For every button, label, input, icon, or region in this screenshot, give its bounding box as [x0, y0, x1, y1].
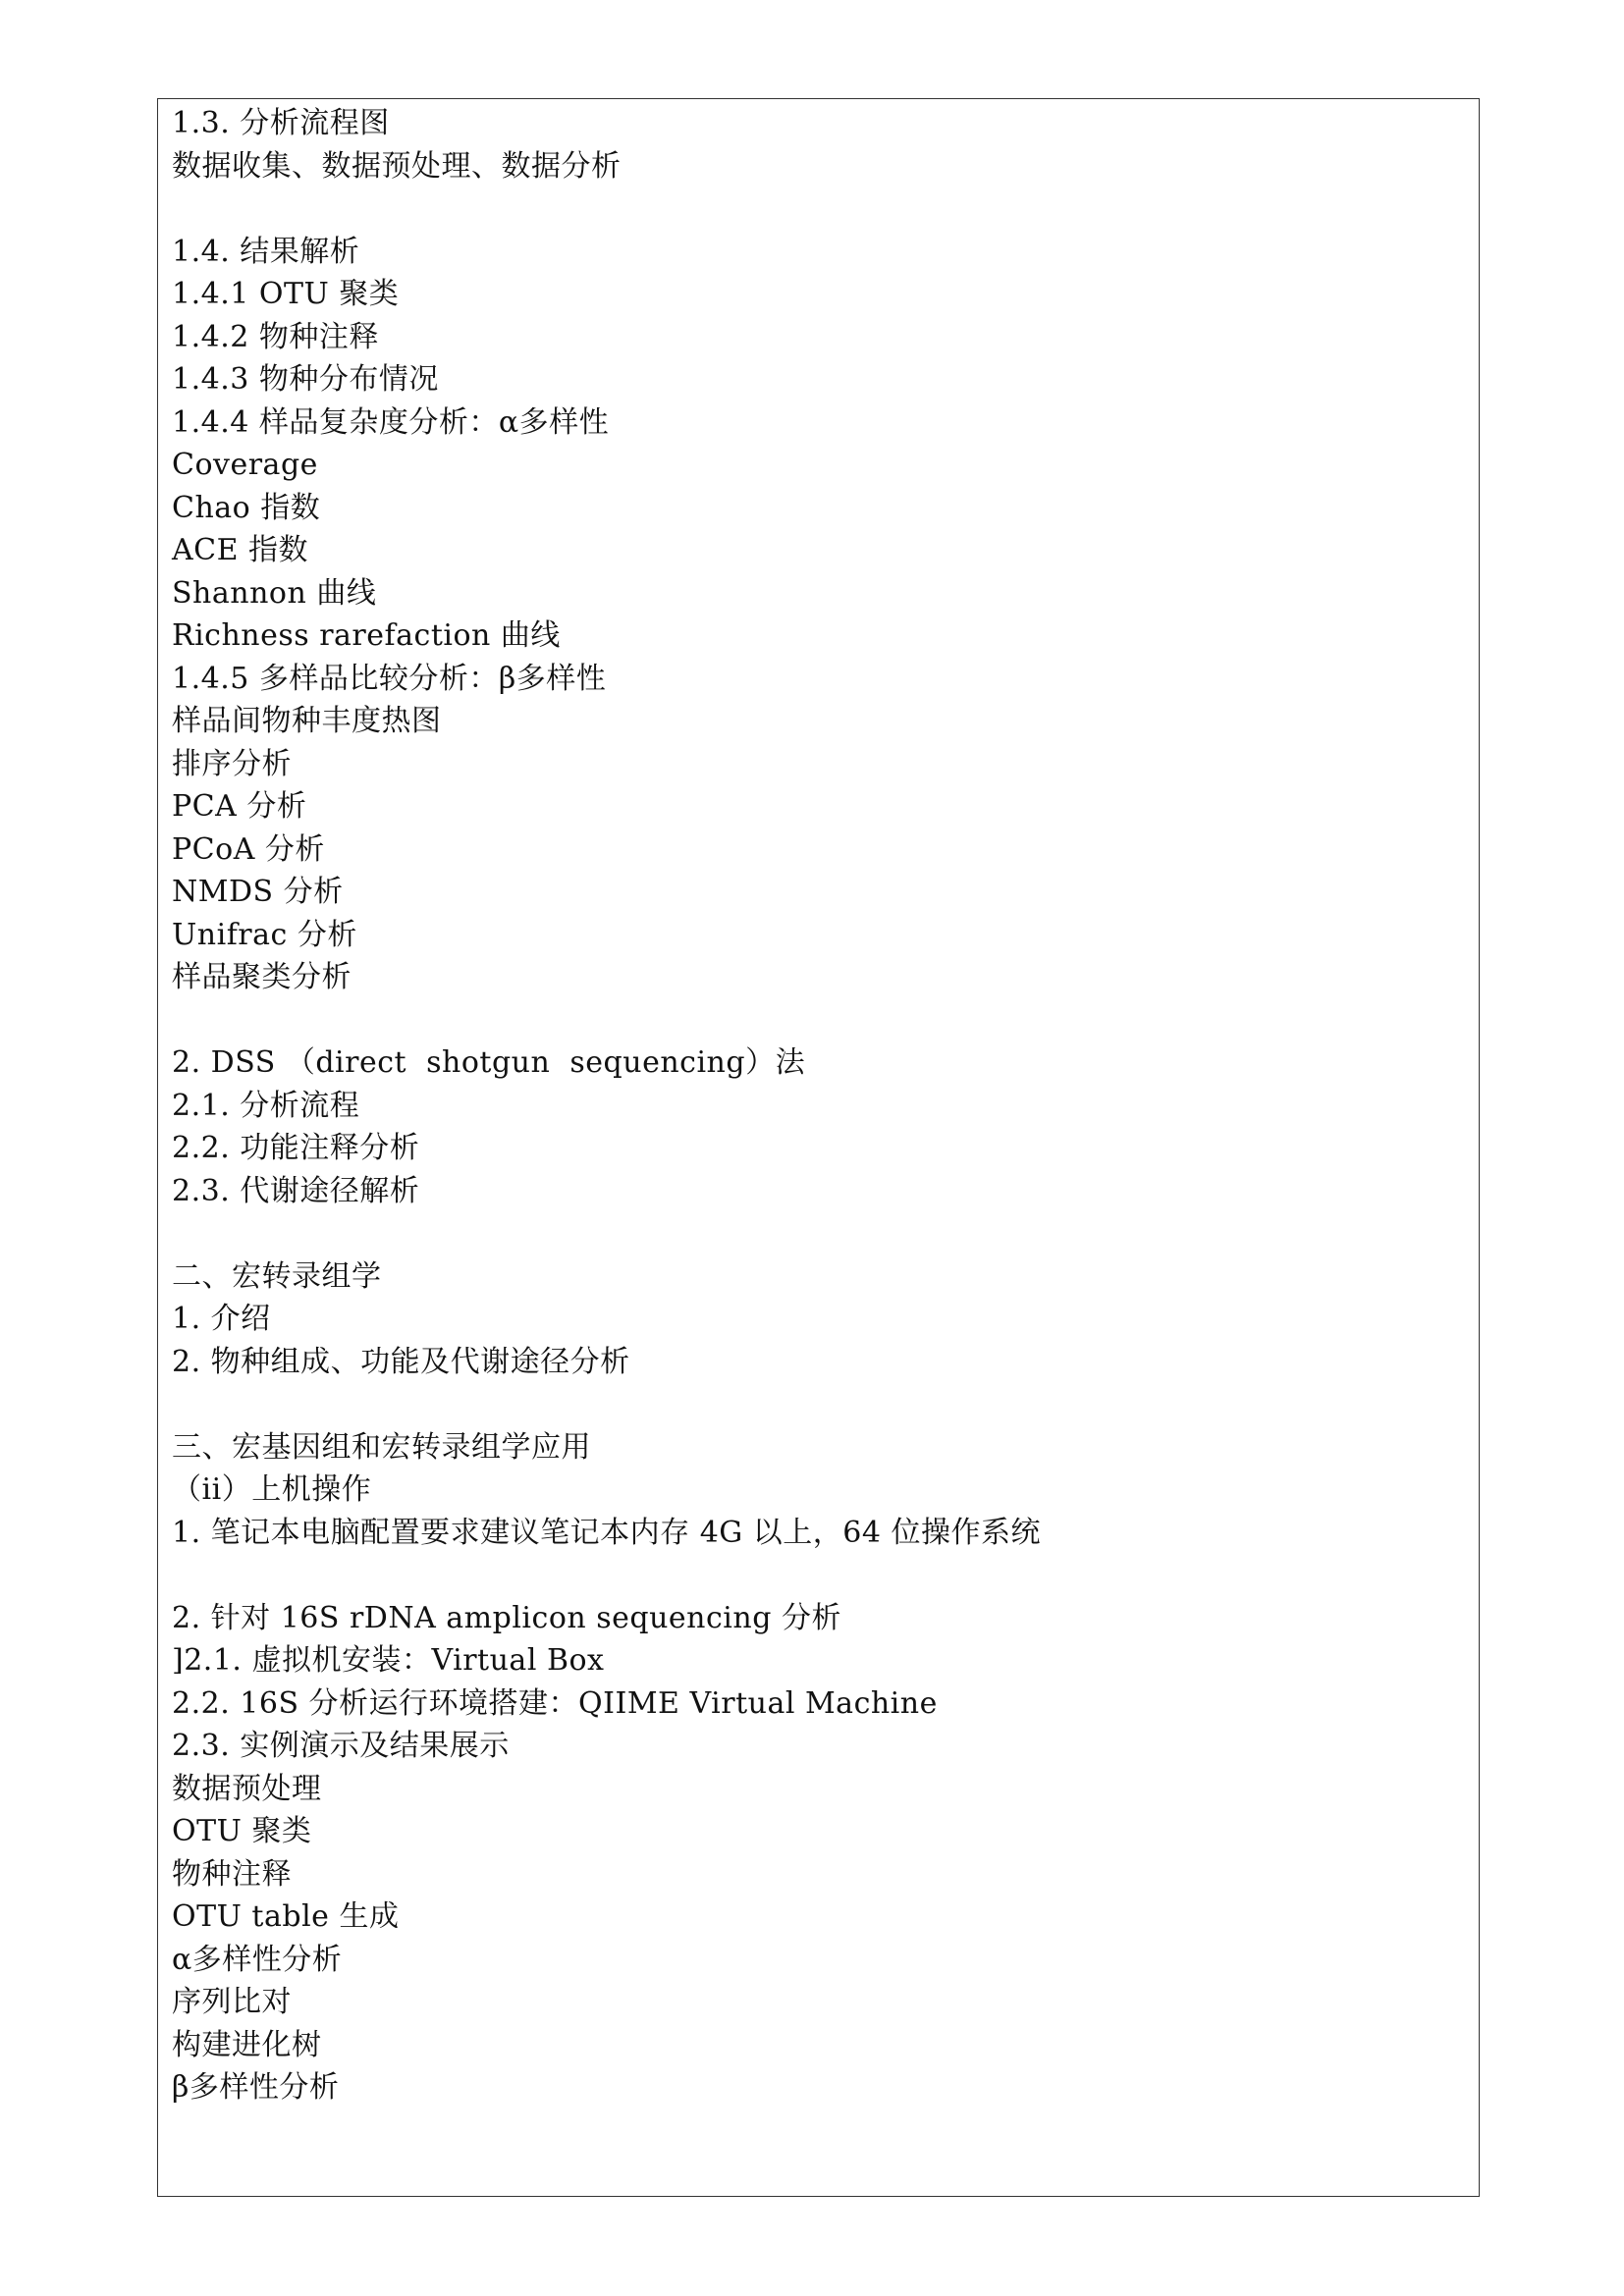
document-content [172, 102, 1468, 2109]
section-heading: 1.4. 结果解析 [172, 234, 360, 269]
text-line: PCoA 分析 [172, 831, 325, 867]
section-heading: 1.3. 分析流程图 [172, 106, 390, 140]
text-line: 1. 笔记本电脑配置要求建议笔记本内存 4G 以上，64 位操作系统 [172, 1515, 1041, 1550]
text-line: 1.4.5 多样品比较分析：β多样性 [172, 661, 607, 696]
text-line: 数据预处理 [172, 1771, 322, 1806]
text-line: 2.2. 功能注释分析 [172, 1131, 420, 1165]
section-heading: 2. 针对 16S rDNA amplicon sequencing 分析 [172, 1600, 841, 1635]
blank-line [172, 1554, 1468, 1597]
text-line: ]2.1. 虚拟机安装：Virtual Box [172, 1643, 605, 1678]
blank-line [172, 999, 1468, 1042]
blank-line [172, 1212, 1468, 1255]
section-heading: 三、宏基因组和宏转录组学应用 [172, 1429, 591, 1465]
text-line: 1.4.3 物种分布情况 [172, 362, 439, 397]
blank-line [172, 1383, 1468, 1426]
text-line: 样品间物种丰度热图 [172, 704, 442, 738]
text-line: Unifrac 分析 [172, 917, 357, 952]
text-line: 1.4.2 物种注释 [172, 319, 379, 354]
text-line: OTU table 生成 [172, 1899, 400, 1934]
text-line: NMDS 分析 [172, 875, 344, 909]
text-line: 1. 介绍 [172, 1302, 271, 1336]
text-line: Shannon 曲线 [172, 575, 377, 611]
text-line: 样品聚类分析 [172, 960, 352, 994]
text-line: 2.2. 16S 分析运行环境搭建：QIIME Virtual Machine [172, 1685, 938, 1721]
text-line: 2.3. 代谢途径解析 [172, 1173, 420, 1208]
section-heading: 2. DSS （direct shotgun sequencing）法 [172, 1045, 806, 1080]
text-line: β多样性分析 [172, 2070, 340, 2105]
text-line: Coverage [172, 448, 318, 482]
section-heading: 二、宏转录组学 [172, 1258, 382, 1294]
text-line: 2. 物种组成、功能及代谢途径分析 [172, 1344, 630, 1379]
text-line: 1.4.1 OTU 聚类 [172, 277, 400, 311]
text-line: （ii）上机操作 [172, 1472, 372, 1507]
text-line: 1.4.4 样品复杂度分析：α多样性 [172, 404, 610, 440]
text-line: Richness rarefaction 曲线 [172, 618, 561, 653]
text-line: 序列比对 [172, 1985, 292, 2019]
text-line: PCA 分析 [172, 789, 307, 824]
text-line: 2.3. 实例演示及结果展示 [172, 1729, 510, 1763]
text-line: OTU 聚类 [172, 1814, 312, 1848]
text-line: α多样性分析 [172, 1942, 343, 1977]
text-line: 数据收集、数据预处理、数据分析 [172, 148, 622, 184]
text-line: 物种注释 [172, 1856, 292, 1892]
text-line: 排序分析 [172, 746, 292, 781]
text-line: Chao 指数 [172, 490, 321, 525]
blank-line [172, 187, 1468, 231]
text-line: 2.1. 分析流程 [172, 1088, 360, 1123]
text-line: 构建进化树 [172, 2027, 322, 2062]
text-line: ACE 指数 [172, 533, 309, 567]
